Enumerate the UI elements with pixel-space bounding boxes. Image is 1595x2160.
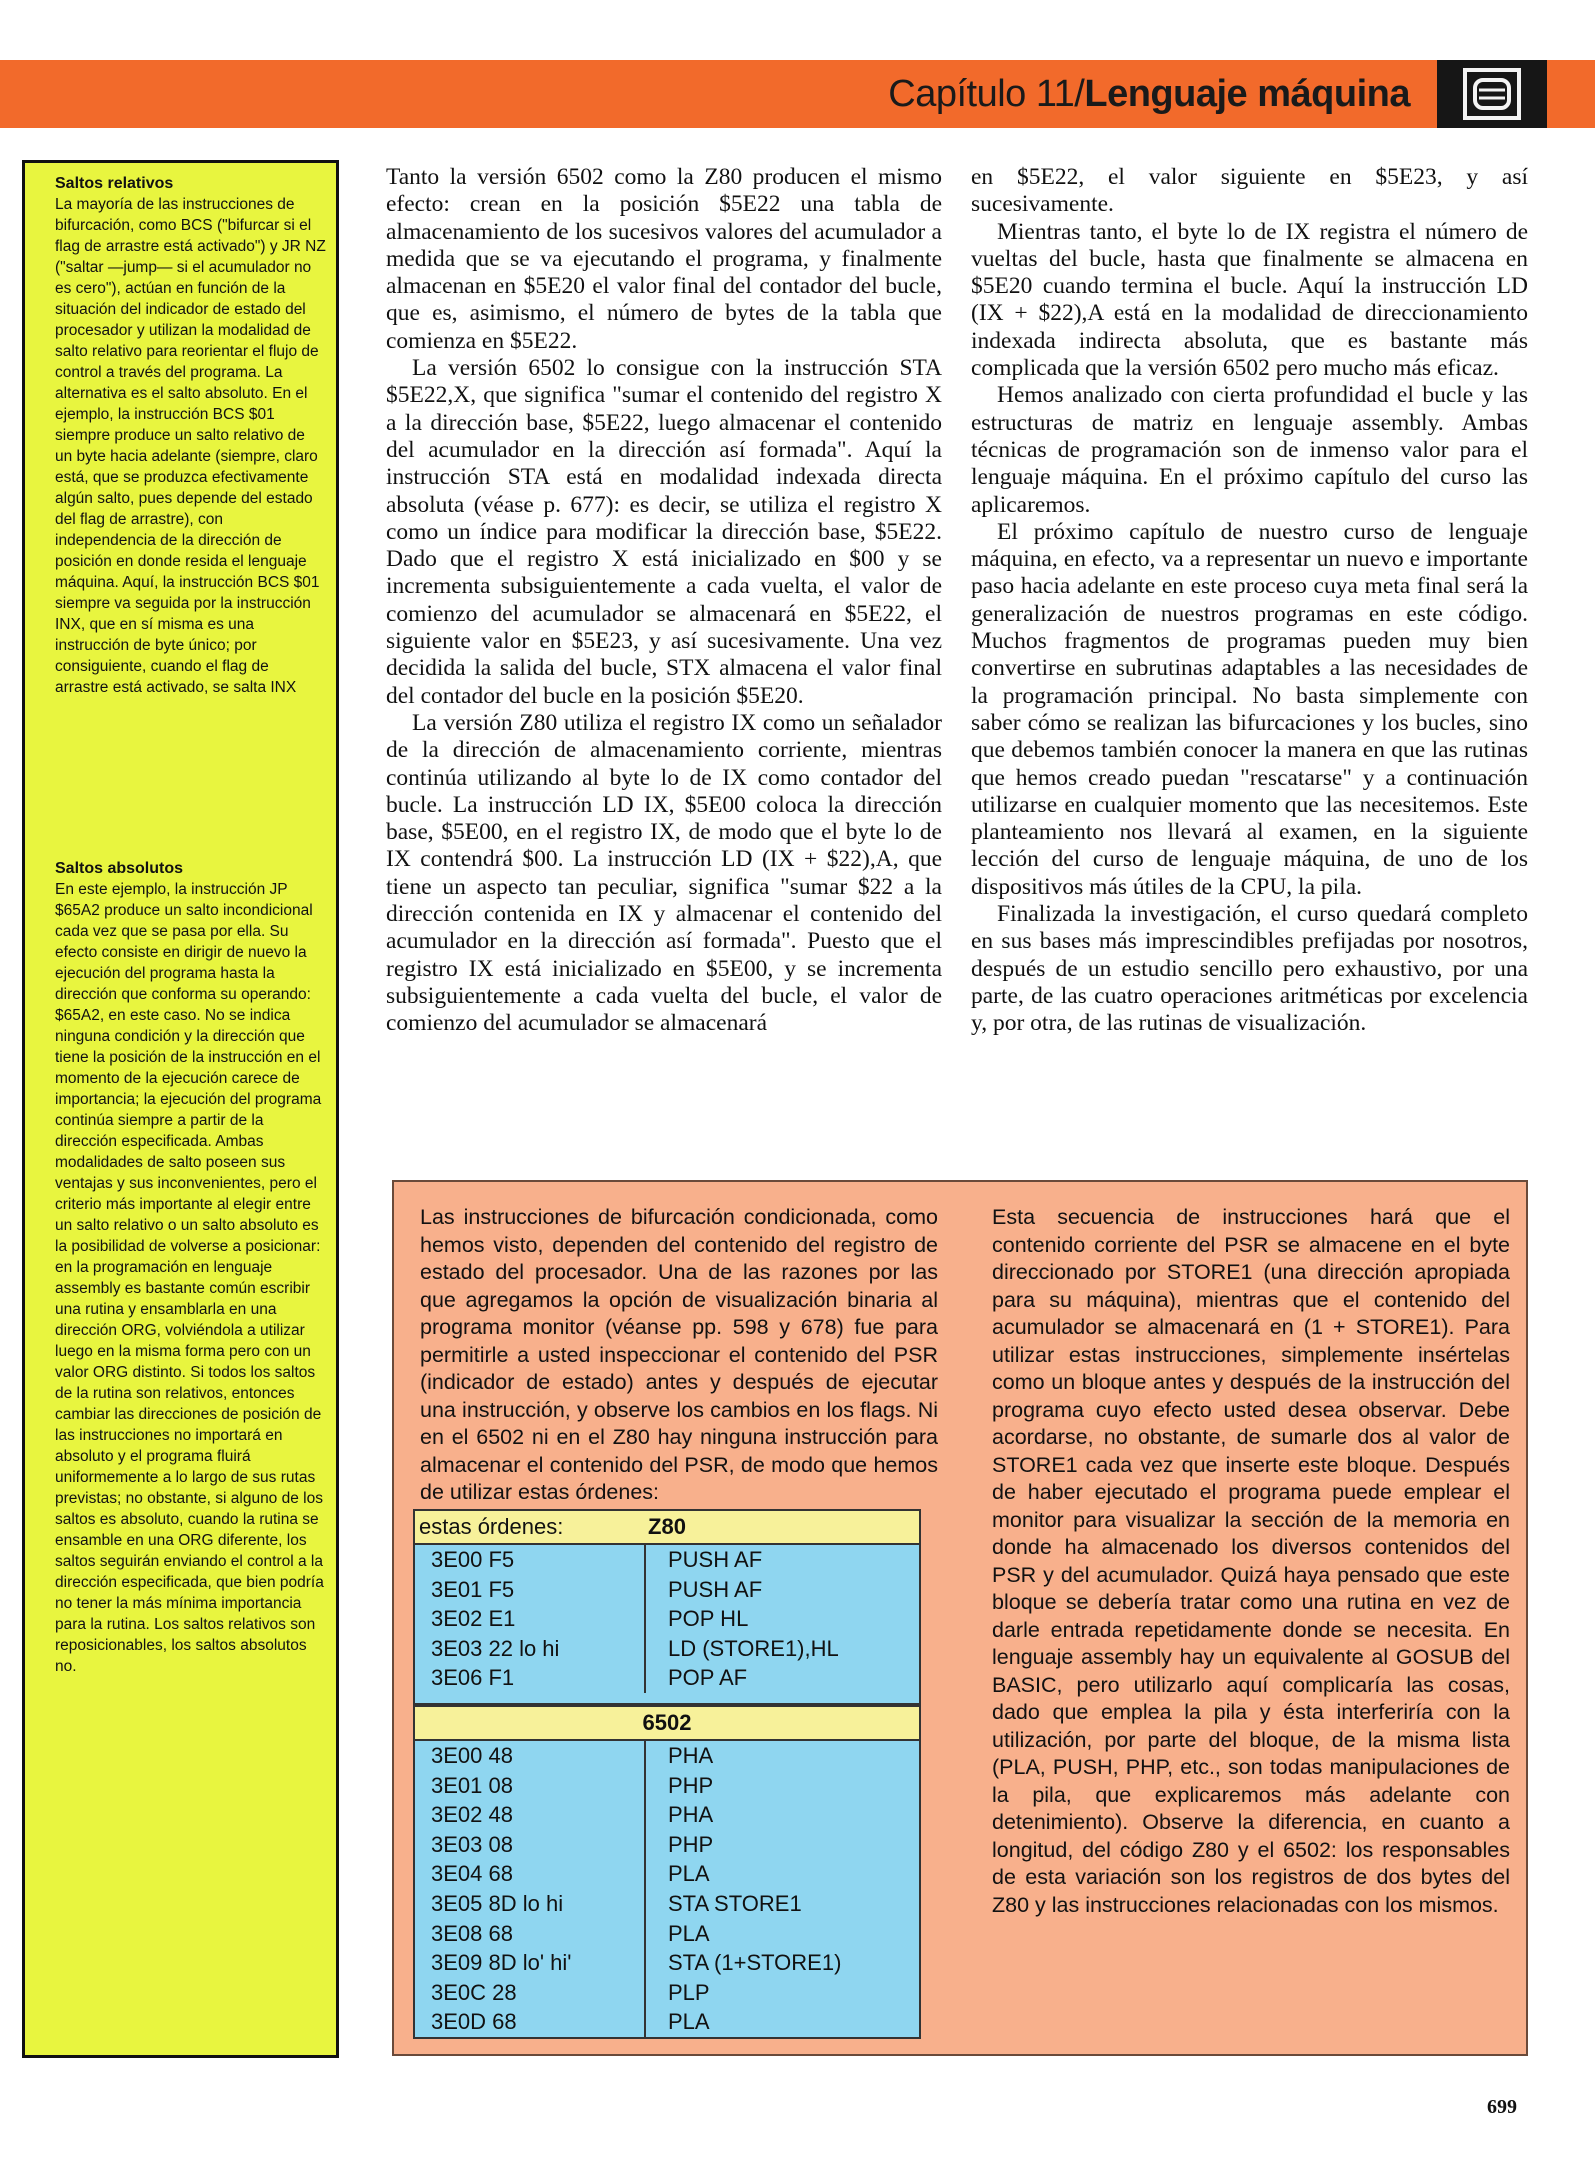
- body-column-1: [386, 164, 942, 1038]
- m6502-header: [413, 1705, 921, 1741]
- paragraph: en $5E22, el valor siguiente en $5E23, y así sucesivamente.: [971, 164, 1528, 218]
- paragraph: Finalizada la investigación, el curso quedará completo en sus bases más imprescindibles prefijadas por nosotros, después de un estudio sencillo pero exhaustivo, por una parte, de las cuatro operaciones aritméticas por excelencia y, por otra, de las rutinas de visualización.: [971, 901, 1528, 1037]
- code-row: [415, 1604, 919, 1634]
- code-instruction: PHA: [668, 1802, 714, 1828]
- code-address: 3E04 68: [415, 1859, 646, 1889]
- code-instruction: PLA: [668, 1861, 710, 1887]
- sidebar-title-absolute-jumps: Saltos absolutos: [55, 860, 184, 877]
- code-instruction: PHP: [668, 1831, 714, 1857]
- paragraph: Tanto la versión 6502 como la Z80 producen el mismo efecto: crean en la posición $5E22 una tabla de almacenamiento de los sucesivos valores del acumulador a medida que se va ejecutando el programa, y finalmente almacenan en $5E20 el valor final del contador del bucle, que es, asimismo, el número de bytes de la tabla que comienza en $5E22.: [386, 164, 942, 354]
- chapter-number: Capítulo 11/: [888, 73, 1085, 115]
- code-address: 3E01 08: [415, 1771, 646, 1801]
- code-instruction: LD (STORE1),HL: [668, 1635, 839, 1661]
- code-listing: [413, 1509, 921, 2039]
- code-row: [415, 1545, 919, 1575]
- code-row: [415, 1575, 919, 1605]
- code-row: [415, 1889, 919, 1919]
- paragraph: Mientras tanto, el byte lo de IX registra el número de vueltas del bucle, hasta que finalmente se almacena en $5E20 cuando termina el bucle. Aquí la instrucción LD (IX + $22),A está en la modalidad de direccionamiento indexada indirecta absoluta, que es bastante más complicada que la versión 6502 pero mucho más eficaz.: [971, 218, 1528, 382]
- code-address: 3E00 48: [415, 1741, 646, 1771]
- computer-chip-icon: [1437, 60, 1547, 128]
- z80-label: Z80: [648, 1514, 686, 1539]
- code-instruction: STA (1+STORE1): [668, 1950, 842, 1976]
- sidebar-title-relative-jumps: Saltos relativos: [55, 175, 174, 192]
- code-row: [415, 1978, 919, 2008]
- code-instruction: POP HL: [668, 1606, 749, 1632]
- code-address: 3E0C 28: [415, 1978, 646, 2008]
- code-instruction: STA STORE1: [668, 1890, 802, 1916]
- code-address: 3E09 8D lo' hi': [415, 1948, 646, 1978]
- code-row: [415, 1830, 919, 1860]
- chapter-name: Lenguaje máquina: [1084, 73, 1410, 115]
- code-instruction: PLP: [668, 1979, 710, 2005]
- code-instruction: POP AF: [668, 1665, 748, 1691]
- code-row: [415, 1634, 919, 1664]
- m6502-table: [413, 1741, 921, 2039]
- code-address: 3E08 68: [415, 1919, 646, 1949]
- code-row: [415, 1663, 919, 1693]
- psr-inset-box: [392, 1180, 1528, 2056]
- code-instruction: PHP: [668, 1772, 714, 1798]
- code-instruction: PHA: [668, 1742, 714, 1768]
- sidebar-text-relative-jumps: La mayoría de las instrucciones de bifurcación, como BCS ("bifurcar si el flag de arrastre está activado") y JR NZ ("saltar —jump— si el acumulador no es cero"), actúan en función de la situación del indicador de estado del procesador y utilizan la modalidad de salto relativo para reorientar el flujo de control a través del programa. La alternativa es el salto absoluto. En el ejemplo, la instrucción BCS $01 siempre produce un salto relativo de un byte hacia adelante (siempre, claro está, que se produzca efectivamente algún salto, pues depende del estado del flag de arrastre), con independencia de la dirección de posición en donde resida el lenguaje máquina. Aquí, la instrucción BCS $01 siempre va seguida por la instrucción INX, que en sí misma es una instrucción de byte único; por consiguiente, cuando el flag de arrastre está activado, se salta INX: [55, 196, 326, 696]
- code-row: [415, 2007, 919, 2037]
- code-address: 3E05 8D lo hi: [415, 1889, 646, 1919]
- chapter-header-band: [0, 60, 1595, 128]
- inset-text-right: Esta secuencia de instrucciones hará que el contenido corriente del PSR se almacene en el byte direccionado por STORE1 (una dirección apropiada para su máquina), mientras que el contenido del acumulador se almacenará en (1 + STORE1). Para utilizar estas instrucciones, simplemente insértelas como un bloque antes y después de la instrucción del programa cuyo efecto usted desea observar. Debe acordarse, no obstante, de sumarle dos al valor de STORE1 cada vez que inserte este bloque. Después de haber ejecutado el programa puede emplear el monitor para visualizar la sección de la memoria en donde ha almacenado los diversos contenidos del PSR y del acumulador. Quizá haya pensado que este bloque se debería tratar como una rutina en vez de darle entrada repetidamente donde se necesita. En lenguaje assembly hay un equivalente al GOSUB del BASIC, pero utilizarlo aquí complicaría las cosas, dado que emplea la pila y ésta interferiría con la utilización, por parte del bloque, de la misma lista (PLA, PUSH, PHP, etc., son todas manipulaciones de la pila, que explicaremos más adelante con detenimiento). Observe la diferencia, en cuanto a longitud, del código Z80 y el 6502: los responsables de esta variación son los registros de dos bytes del Z80 y las instrucciones relacionadas con los mismos.: [992, 1205, 1510, 1917]
- code-instruction: PUSH AF: [668, 1547, 763, 1572]
- code-address: 3E03 08: [415, 1830, 646, 1860]
- code-row: [415, 1948, 919, 1978]
- code-address: 3E01 F5: [415, 1575, 646, 1605]
- z80-header: [413, 1509, 921, 1545]
- code-address: 3E06 F1: [415, 1663, 646, 1693]
- table-spacer: [415, 1693, 919, 1703]
- chapter-title: [888, 70, 1410, 118]
- code-address: 3E02 48: [415, 1800, 646, 1830]
- code-row: [415, 1800, 919, 1830]
- code-lead-text: estas órdenes:: [419, 1514, 564, 1539]
- code-address: 3E0D 68: [415, 2007, 646, 2037]
- paragraph: La versión Z80 utiliza el registro IX como un señalador de la dirección de almacenamiento corriente, mientras continúa utilizando al byte lo de IX como contador del bucle. La instrucción LD IX, $5E00 coloca la dirección base, $5E00, en el registro IX, de modo que el byte lo de IX contendrá $00. La instrucción LD (IX + $22),A, que tiene un aspecto tan peculiar, significa "sumar $22 a la dirección contenida en IX y almacenar el contenido del acumulador en la dirección así formada". Puesto que el registro IX está inicializado en $5E00, y se incrementa subsiguientemente a cada vuelta del bucle, el valor de comienzo del acumulador se almacenará: [386, 709, 942, 1037]
- inset-text-left: Las instrucciones de bifurcación condicionada, como hemos visto, dependen del contenido del registro de estado del procesador. Una de las razones por las que agregamos la opción de visualización binaria al programa monitor (véanse pp. 598 y 678) fue para permitirle a usted inspeccionar el contenido del PSR (indicador de estado) antes y después de ejecutar una instrucción, y observe los cambios en los flags. Ni en el 6502 ni en el Z80 hay ninguna instrucción para almacenar el contenido del PSR, de modo que hemos de utilizar estas órdenes:: [420, 1205, 938, 1504]
- code-instruction: PUSH AF: [668, 1576, 763, 1602]
- code-instruction: PLA: [668, 2009, 710, 2035]
- sidebar-text-absolute-jumps: En este ejemplo, la instrucción JP $65A2 produce un salto incondicional cada vez que se pasa por ella. Su efecto consiste en dirigir de nuevo la ejecución del programa hasta la dirección que conforma su operando: $65A2, en este caso. No se indica ninguna condición y la dirección que tiene la posición de la instrucción en el momento de la ejecución carece de importancia; la ejecución del programa continúa siempre a partir de la dirección especificada. Ambas modalidades de salto poseen sus ventajas y sus inconvenientes, pero el criterio más importante al elegir entre un salto relativo o un salto absoluto es la posibilidad de volverse a posicionar: en la programación en lenguaje assembly es bastante común escribir una rutina y ensamblarla en una dirección ORG, volviéndola a utilizar luego en la misma forma pero con un valor ORG distinto. Si todos los saltos de la rutina son relativos, entonces cambiar las direcciones de posición de las instrucciones no importará en absoluto y el programa fluirá uniformemente a lo largo de sus rutas previstas; no obstante, si alguno de los saltos es absoluto, cuando la rutina se ensamble en una ORG diferente, los saltos seguirán enviando el control a la dirección especificada, que bien podría no tener la más mínima importancia para la rutina. Los saltos relativos son reposicionables, los saltos absolutos no.: [55, 881, 324, 1675]
- m6502-label: 6502: [642, 1709, 692, 1735]
- page-number: 699: [1487, 2096, 1517, 2118]
- code-address: 3E03 22 lo hi: [415, 1634, 646, 1664]
- paragraph: La versión 6502 lo consigue con la instrucción STA $5E22,X, que significa "sumar el contenido del registro X a la dirección base, $5E22, luego almacenar el contenido del acumulador en la dirección así formada". Aquí la instrucción STA está en modalidad indexada directa absoluta (véase p. 677): es decir, se utiliza el registro X como un índice para modificar la dirección base, $5E22. Dado que el registro X está inicializado en $00 y se incrementa subsiguientemente a cada vuelta, el valor de comienzo del acumulador se almacenará en $5E22, el siguiente valor en $5E23, y así sucesivamente. Una vez decidida la salida del bucle, STX almacena el valor final del contador del bucle en la posición $5E20.: [386, 355, 942, 709]
- code-instruction: PLA: [668, 1920, 710, 1946]
- sidebar-notes: [22, 160, 339, 2058]
- code-address: 3E00 F5: [415, 1545, 646, 1575]
- z80-table: [413, 1545, 921, 1705]
- code-address: 3E02 E1: [415, 1604, 646, 1634]
- paragraph: Hemos analizado con cierta profundidad el bucle y las estructuras de matriz en lenguaje assembly. Ambas técnicas de programación son de inmenso valor para el lenguaje máquina. En el próximo capítulo del curso las aplicaremos.: [971, 382, 1528, 518]
- body-column-2: [971, 164, 1528, 1038]
- code-row: [415, 1919, 919, 1949]
- code-row: [415, 1771, 919, 1801]
- paragraph: El próximo capítulo de nuestro curso de lenguaje máquina, en efecto, va a representar un nuevo e importante paso hacia adelante en este proceso cuya meta final será la generalización de nuestros programas en este código. Muchos fragmentos de programas pueden muy bien convertirse en subrutinas adaptables a las necesidades de la programación principal. No basta simplemente con saber cómo se realizan las bifurcaciones y los bucles, sino que debemos también conocer la manera en que las rutinas que hemos creado puedan "rescatarse" y a continuación utilizarse en cualquier momento que las necesitemos. Este planteamiento nos llevará al examen, en la siguiente lección del curso de lenguaje máquina, de uno de los dispositivos más útiles de la CPU, la pila.: [971, 518, 1528, 900]
- code-row: [415, 1859, 919, 1889]
- code-row: [415, 1741, 919, 1771]
